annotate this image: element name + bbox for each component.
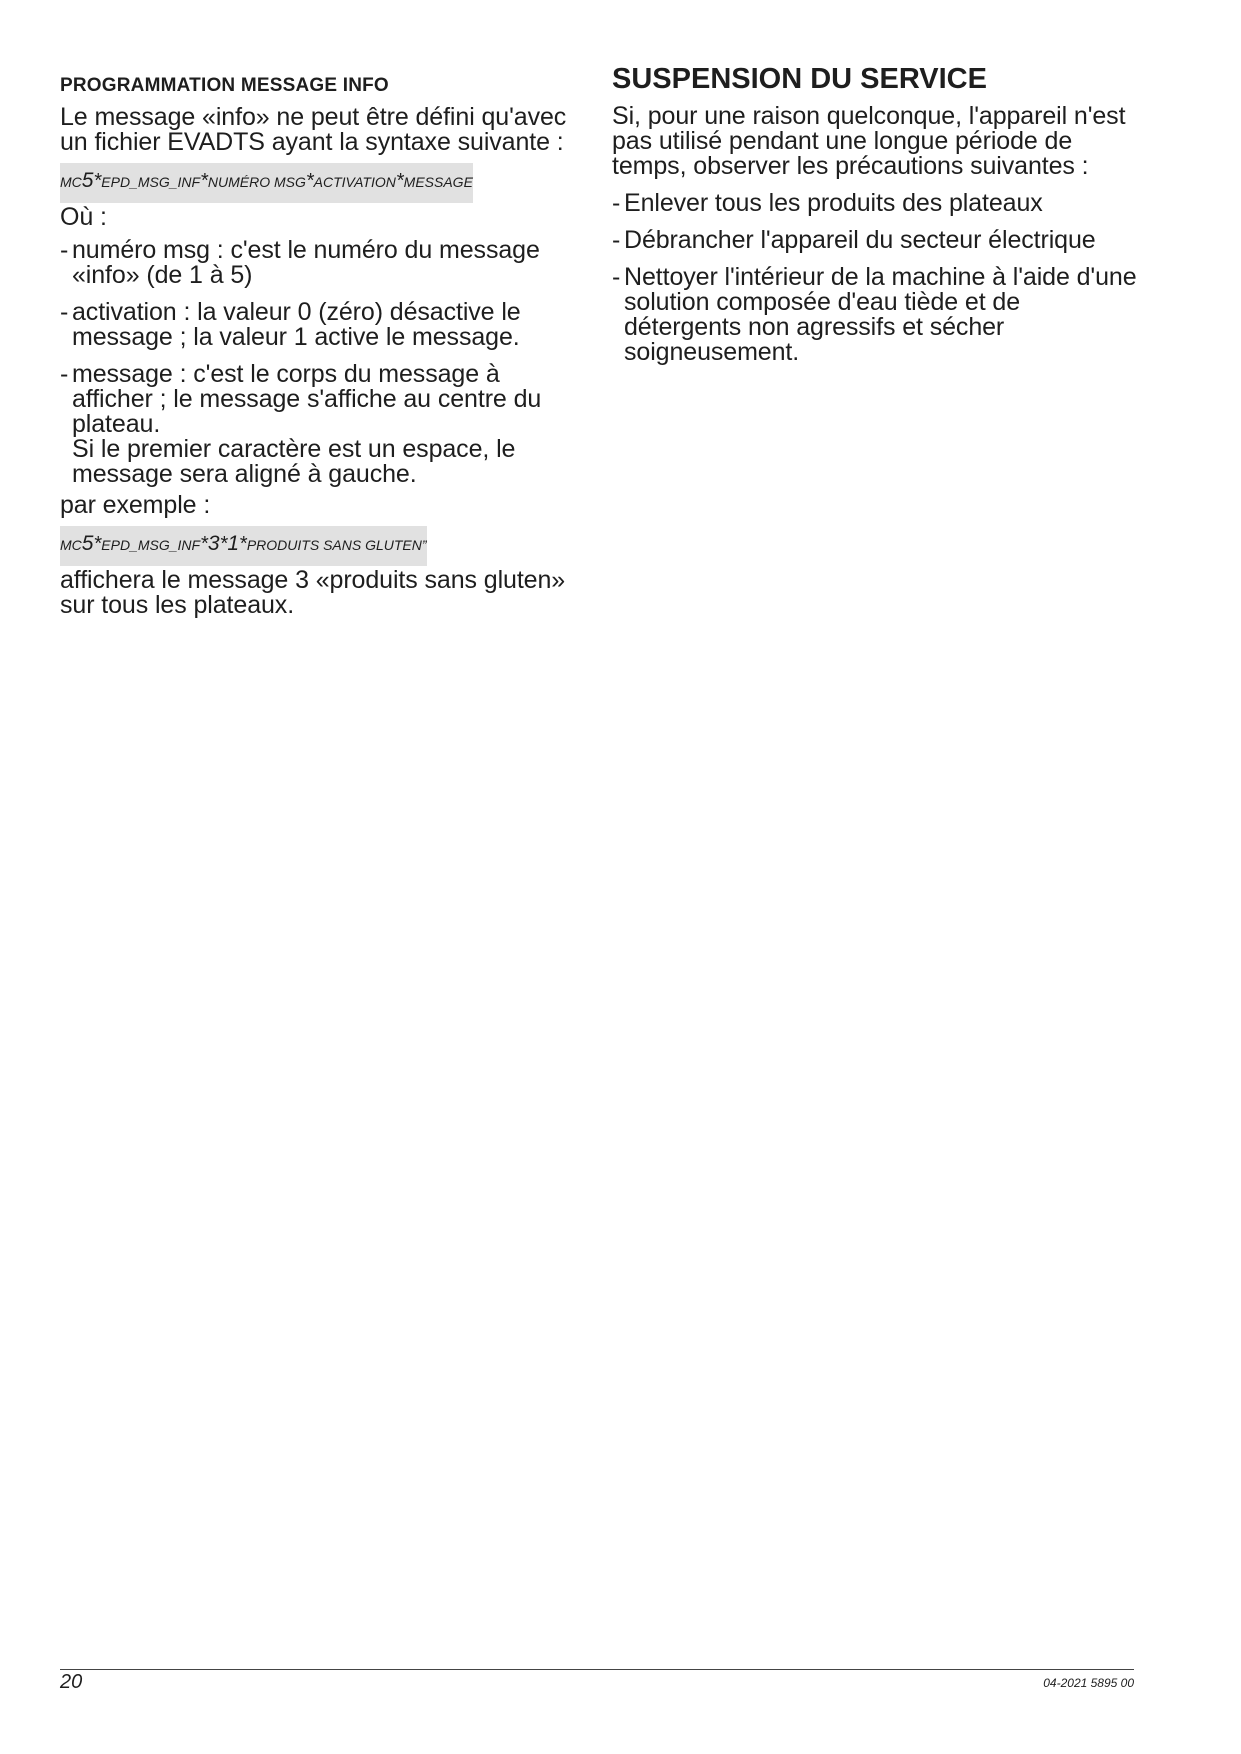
footer-divider [60, 1669, 1134, 1670]
intro-text: Le message «info» ne peut être défini qu'avec un fichier EVADTS ayant la syntaxe suivante : [60, 102, 567, 156]
page-number: 20 [60, 1671, 83, 1693]
precautions-list [612, 188, 1142, 366]
definition-list [60, 235, 585, 488]
syntax-star: * [305, 169, 314, 192]
syntax-part2: NUMÉRO MSG [207, 173, 306, 190]
document-reference: 04-2021 5895 00 [1043, 1676, 1134, 1690]
example-val2: 1 [227, 531, 240, 555]
example-star: * [200, 532, 208, 555]
left-column [60, 60, 585, 618]
list-item: - Enlever tous les produits des plateaux [612, 191, 1142, 216]
section-heading-suspension: SUSPENSION DU SERVICE [612, 63, 987, 95]
right-column [612, 60, 1142, 377]
example-prefix: MC [60, 536, 82, 553]
example-part1: EPD_MSG_INF [101, 536, 201, 553]
example-star: * [219, 532, 228, 555]
syntax-part1: EPD_MSG_INF [101, 173, 201, 190]
example-num: 5 [81, 531, 94, 555]
syntax-part3: ACTIVATION [313, 173, 396, 190]
syntax-num: 5 [81, 168, 94, 192]
where-label: Où : [60, 202, 107, 231]
example-val1: 3 [207, 531, 220, 555]
suspension-intro: Si, pour une raison quelconque, l'appareil n'est pas utilisé pendant une longue période de temps, observer les précautions suivantes : [612, 101, 1126, 180]
example-star: * [93, 532, 102, 555]
section-heading-info: PROGRAMMATION MESSAGE INFO [60, 75, 389, 96]
list-item [60, 359, 585, 488]
syntax-star: * [395, 169, 404, 192]
example-part4: PRODUITS SANS GLUTEN [246, 536, 422, 553]
result-text: affichera le message 3 «produits sans gluten» sur tous les plateaux. [60, 565, 566, 619]
example-end: ” [421, 536, 427, 553]
list-item: - Nettoyer l'intérieur de la machine à l'aide d'une solution composée d'eau tiède et de détergents non agressifs et sécher soigneusement. [612, 265, 1142, 365]
example-code-box [60, 526, 427, 566]
syntax-part4: MESSAGE [403, 173, 473, 190]
syntax-star: * [93, 169, 102, 192]
syntax-star: * [200, 169, 208, 192]
list-item-continuation: Si le premier caractère est un espace, le message sera aligné à gauche. [72, 434, 516, 488]
list-item-text: message : c'est le corps du message à afficher ; le message s'affiche au centre du plateau. [72, 359, 542, 438]
list-item: - numéro msg : c'est le numéro du message «info» (de 1 à 5) [60, 238, 585, 288]
example-label: par exemple : [60, 490, 211, 519]
example-star: * [239, 532, 247, 555]
syntax-code-box [60, 163, 473, 203]
syntax-prefix: MC [60, 173, 82, 190]
list-item: - Débrancher l'appareil du secteur électrique [612, 228, 1142, 253]
list-item: - activation : la valeur 0 (zéro) désactive le message ; la valeur 1 active le message. [60, 300, 585, 350]
